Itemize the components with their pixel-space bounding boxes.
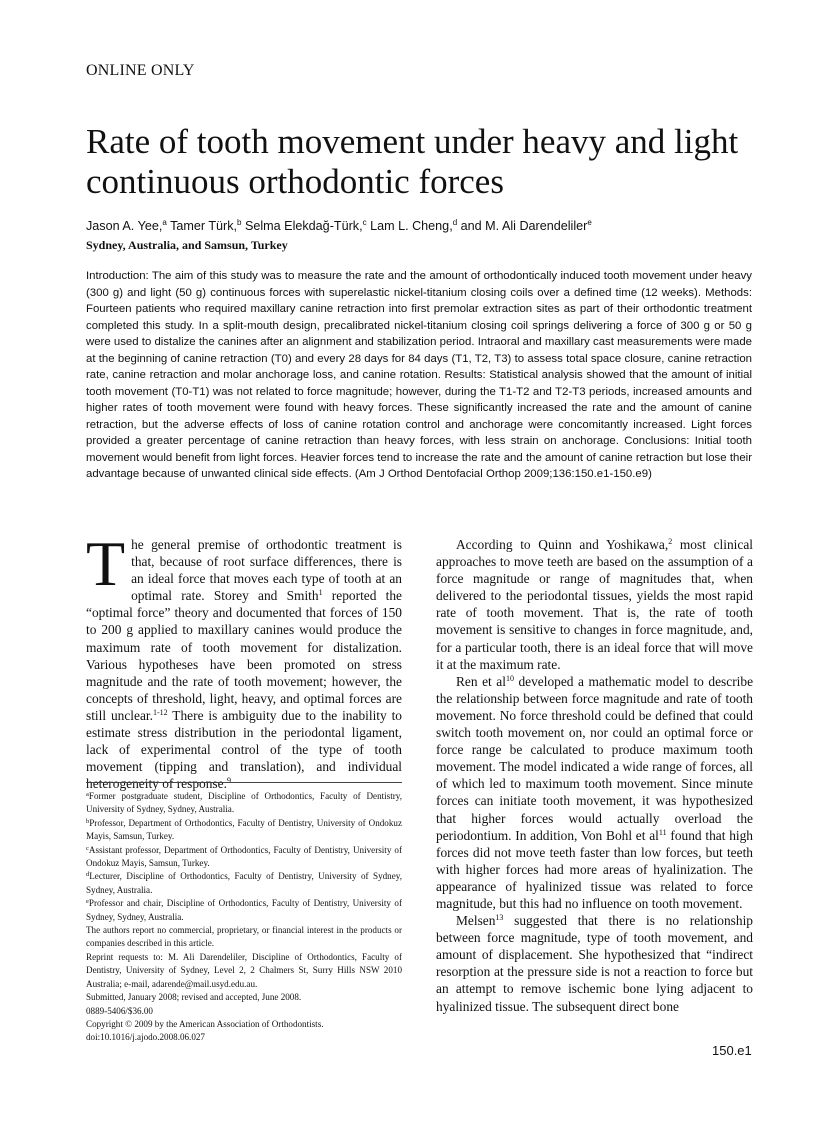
citation-marker: 10	[505, 673, 514, 683]
section-label: ONLINE ONLY	[86, 62, 195, 79]
author-affiliation-marker: c	[362, 218, 367, 227]
footnote-text: Former postgraduate student, Discipline of Orthodontics, Faculty of Dentistry, University of Sydney, Sydney, Australia.	[86, 791, 402, 815]
footnote-marker: b	[86, 817, 90, 825]
author-name: Tamer Türk,	[170, 219, 238, 233]
citation-marker: 11	[658, 827, 667, 837]
body-paragraph	[436, 536, 753, 673]
author-name: and M. Ali Darendeliler	[460, 219, 588, 233]
body-paragraph	[436, 912, 753, 1015]
paragraph-text: suggested that there is no relationship between force magnitude, type of tooth movement, and amount of displacement. She hypothesized that “indirect resorption at the pressure side is not a reaction to force but an attempt to remove ischemic bone lying adjacent to hyalinized tissue. The subsequent direct bone	[436, 913, 753, 1014]
body-paragraph	[86, 528, 402, 792]
footnote	[86, 817, 402, 844]
footnote	[86, 790, 402, 817]
paragraph-text: reported the “optimal force” theory and documented that forces of 150 to 200 g applied to maxillary canines would produce the maximum rate of tooth movement for distalization. Various hypotheses have been promoted on stress magnitude and the rate of tooth movement; however, the concepts of threshold, light, heavy, and optimal forces are still unclear.	[86, 588, 402, 723]
citation-marker: 13	[495, 913, 504, 923]
citation-marker: 2	[668, 537, 673, 546]
author-locations: Sydney, Australia, and Samsun, Turkey	[86, 238, 288, 252]
footnote-text: Assistant professor, Department of Orthodontics, Faculty of Dentistry, University of Ondokuz Mayis, Samsun, Turkey.	[86, 844, 402, 869]
paragraph-text: most clinical approaches to move teeth are based on the assumption of a force magnitude or range of magnitudes that, when delivered to the periodontal tissues, yields the most rapid rate of tooth movement. That is, the rate of tooth movement is sensitive to changes in force magnitude, and, for a particular tooth, there is an ideal force that will move it at the maximum rate.	[436, 537, 753, 672]
footnote-marker: c	[86, 844, 89, 852]
author-list	[86, 219, 766, 233]
paragraph-text: According to Quinn and Yoshikawa,	[456, 537, 669, 552]
body-paragraph	[436, 673, 753, 912]
body-column-right	[436, 536, 753, 1015]
footnote-marker: a	[86, 791, 89, 798]
footnote-text: Professor, Department of Orthodontics, Faculty of Dentistry, University of Ondokuz Mayis, Samsun, Turkey.	[86, 817, 402, 842]
footnote	[86, 870, 402, 897]
author-name: Jason A. Yee,	[86, 219, 163, 233]
footnote-marker: d	[86, 871, 90, 879]
submission-dates: Submitted, January 2008; revised and accepted, June 2008.	[86, 992, 302, 1003]
email-link[interactable]: adarende@mail.usyd.edu.au	[151, 978, 255, 989]
footnote-text: Professor and chair, Discipline of Orthodontics, Faculty of Dentistry, University of Sydney, Sydney, Australia.	[86, 898, 402, 922]
reprint-request-note: Reprint requests to: M. Ali Darendeliler, Discipline of Orthodontics, Faculty of Dentistry, University of Sydney, Level 2, 2 Chalmers St, Surry Hills NSW 2010 Australia; e-mail, adarende@mail.usyd.edu.au.	[86, 951, 402, 989]
paragraph-text: found that high forces did not move teeth faster than low forces, but teeth with higher forces had more areas of hyalinization. The appearance of hyalinized tissue was related to force magnitude, but this had no influence on tooth movement.	[436, 827, 754, 911]
paragraph-text: There is ambiguity due to the inability to estimate stress distribution in the periodontal ligament, lack of experimental control of the type of tooth movement (tipping and translation), and individual heterogeneity of response.	[86, 707, 402, 792]
citation-marker: 9	[226, 776, 231, 786]
author-name: Lam L. Cheng,	[370, 219, 453, 233]
paragraph-text: he general premise of orthodontic treatment is that, because of root surface differences, there is an ideal force that moves each type of tooth at an optimal rate. Storey and Smith	[131, 537, 402, 604]
doi-link[interactable]: doi:10.1016/j.ajodo.2008.06.027	[86, 1032, 205, 1043]
author-name: Selma Elekdağ-Türk,	[244, 219, 363, 233]
footnote-text: Lecturer, Discipline of Orthodontics, Faculty of Dentistry, University of Sydney, Sydney, Australia.	[86, 871, 402, 895]
body-column-left	[86, 528, 402, 792]
paragraph-text: developed a mathematic model to describe the relationship between force magnitude and rate of tooth movement. No force threshold could be defined that could switch tooth movement on, nor could an optimal force or force range be calculated to produce maximum tooth movement. The model indicated a wide range of forces, all of which led to maximum tooth movement. Since minute forces can initiate tooth movement, it was hypothesized that higher forces would actually overload the periodontium. In addition, Von Bohl et al	[436, 673, 754, 843]
footnotes	[86, 790, 402, 1045]
author-affiliation-marker: e	[587, 218, 592, 227]
footnote-divider	[86, 782, 402, 783]
author-affiliation-marker: d	[452, 218, 458, 227]
citation-marker: 1	[318, 588, 323, 598]
page-number: 150.e1	[712, 1043, 752, 1058]
drop-cap: T	[86, 528, 126, 599]
paragraph-text: Ren et al	[456, 673, 506, 689]
copyright-notice: Copyright © 2009 by the American Association of Orthodontists.	[86, 1018, 324, 1029]
footnote-marker: e	[86, 898, 89, 906]
author-affiliation-marker: b	[237, 218, 242, 227]
author-affiliation-marker: a	[162, 218, 167, 227]
footnote	[86, 844, 402, 871]
paragraph-text: Melsen	[456, 913, 496, 929]
article-title: Rate of tooth movement under heavy and light continuous orthodontic forces	[86, 122, 739, 201]
disclosure-note: The authors report no commercial, proprietary, or financial interest in the products or companies described in this article.	[86, 925, 402, 949]
abstract: Introduction: The aim of this study was to measure the rate and the amount of orthodontically induced tooth movement under heavy (300 g) and light (50 g) continuous forces with superelastic nickel-titanium closing coils over a defined time (12 weeks). Methods: Fourteen patients who required maxillary canine retraction into first premolar extraction sites as part of their orthodontic treatment completed this study. In a split-mouth design, precalibrated nickel-titanium closing coil springs delivering a force of 300 g or 50 g were used to distalize the canines after an alignment and stabilization period. Intraoral and maxillary cast measurements were made at the beginning of canine retraction (T0) and every 28 days for 84 days (T1, T2, T3) to assess total space closure, canine retraction rate, canine retraction and molar anchorage loss, and canine rotation. Results: Statistical analysis showed that the amount of initial tooth movement (T0-T1) was not related to force magnitude; however, during the T1-T2 and T2-T3 periods, increased amounts and higher rates of tooth movement were found with heavy forces. These significantly increased the rate and the amount of canine retraction, but the adverse effects of loss of canine rotation control and anchorage were concomitantly increased. Light forces provided a greater percentage of canine retraction than heavy forces, with less strain on anchorage. Conclusions: Initial tooth movement would benefit from light forces. Heavier forces tend to increase the rate and the amount of canine retraction but lose their advantage because of unwanted clinical side effects. (Am J Orthod Dentofacial Orthop 2009;136:150.e1-150.e9)	[86, 270, 752, 480]
citation-marker: 1-12	[152, 707, 168, 717]
issn-price: 0889-5406/$36.00	[86, 1005, 153, 1016]
footnote	[86, 897, 402, 924]
reprint-text: Reprint requests to: M. Ali Darendeliler, Discipline of Orthodontics, Faculty of Dentistry, University of Sydney, Level 2, 2 Chalmers St, Surry Hills NSW 2010 Australia; e-mail,	[86, 951, 402, 989]
